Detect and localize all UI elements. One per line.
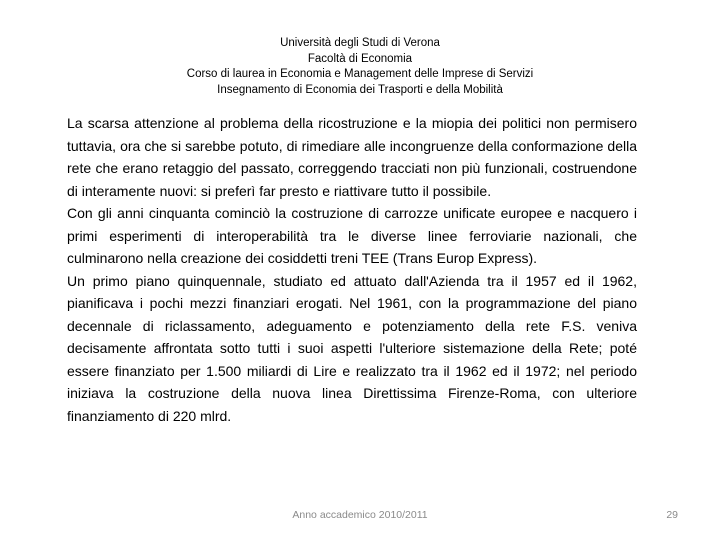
- course-name: Corso di laurea in Economia e Management delle Imprese di Servizi: [186, 68, 534, 80]
- faculty-name: Facoltà di Economia: [307, 52, 413, 65]
- body-paragraph-3: Un primo piano quinquennale, studiato ed attuato dall'Azienda tra il 1957 ed il 1962, pianificava i pochi mezzi finanziari erogati. Nel 1961, con la programmazione del piano decennale di riclassamento, adeguamento e potenziamento della rete F.S. veniva decisamente affrontata sotto tutti i suoi aspetti l'ulteriore sistemazione della Rete; poté essere finanziato per 1.500 miliardi di Lire e realizzato tra il 1962 ed il 1972; nel periodo iniziava la costruzione della nuova linea Direttissima Firenze-Roma, con ulteriore finanziamento di 220 mlrd.: [67, 272, 637, 424]
- footer-academic-year: Anno accademico 2010/2011: [292, 509, 428, 521]
- university-name: Università degli Studi di Verona: [280, 37, 440, 49]
- body-paragraph-2: Con gli anni cinquanta cominciò la costruzione di carrozze unificate europee e nacquero i primi esperimenti di interoperabilità tra le diverse linee ferroviarie nazionali, che culminarono nella creazione dei cosiddetti treni TEE (Trans Europ Express).: [67, 205, 637, 266]
- page-number: 29: [666, 509, 678, 521]
- slide-header: [0, 36, 720, 98]
- body-paragraph-1: La scarsa attenzione al problema della ricostruzione e la miopia dei politici non permisero tuttavia, ora che si sarebbe potuto, di rimediare alle incongruenze della conformazione della rete che erano retaggio del passato, correggendo tracciati non più funzionali, costruendone di interamente nuovi: si preferì far presto e riattivare tutto il possibile.: [67, 115, 637, 199]
- teaching-name: Insegnamento di Economia dei Trasporti e della Mobilità: [217, 83, 503, 96]
- slide-body: [67, 112, 637, 427]
